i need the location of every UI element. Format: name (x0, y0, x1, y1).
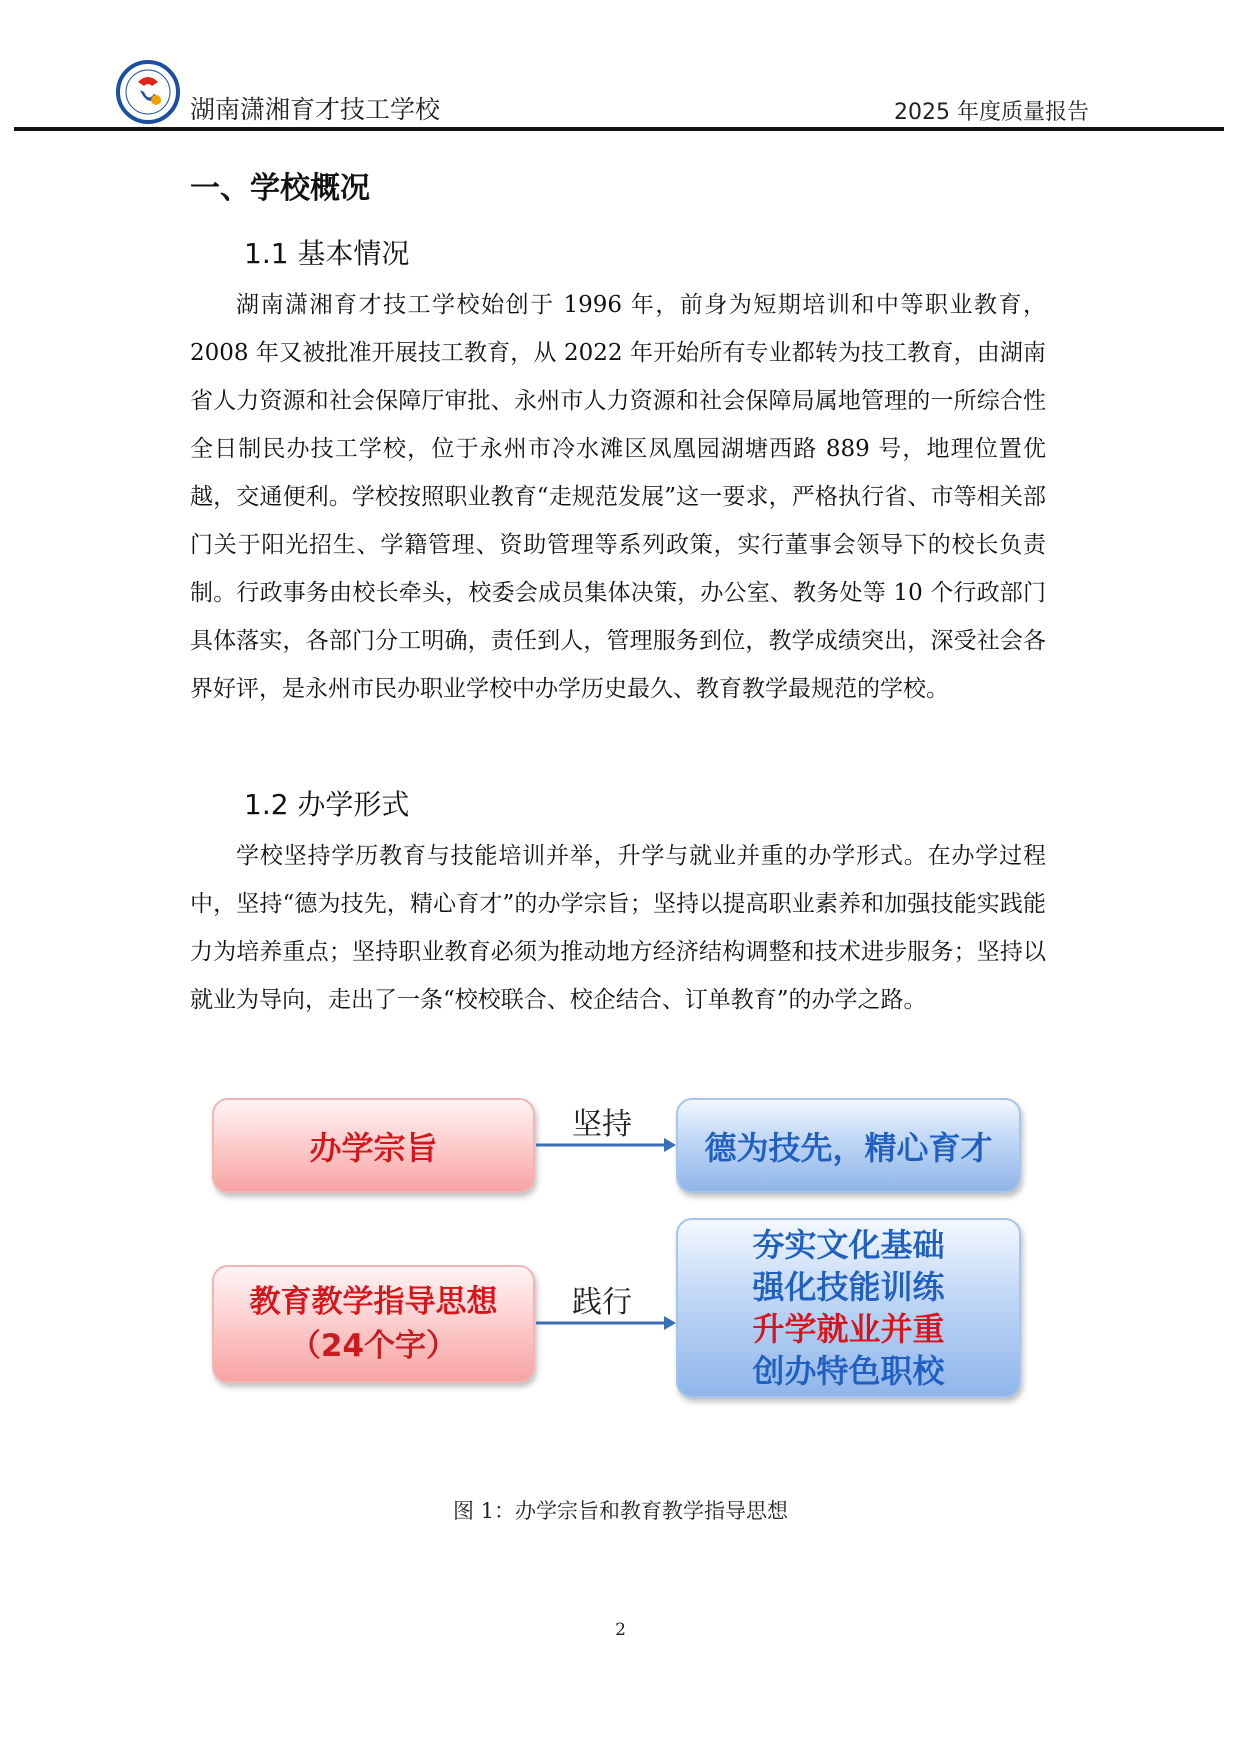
guiding-thought-label: 教育教学指导思想 (249, 1284, 498, 1320)
practice-label: 践行 (572, 1285, 632, 1320)
principle-item: 创办特色职校 (752, 1352, 945, 1390)
header-divider (14, 127, 1224, 131)
principle-item: 强化技能训练 (752, 1268, 945, 1306)
school-name: 湖南潇湘育才技工学校 (190, 95, 441, 124)
school-logo-icon (116, 60, 180, 124)
principle-item: 升学就业并重 (752, 1310, 945, 1348)
guiding-thought-count: （24个字） (289, 1328, 458, 1364)
motto-box (676, 1098, 1021, 1193)
subsection-title-basic: 1.1 基本情况 (244, 237, 410, 270)
page-header (0, 0, 1241, 135)
guiding-thought-box (212, 1265, 535, 1383)
guiding-principles-box (676, 1218, 1021, 1398)
motto-label: 德为技先，精心育才 (704, 1128, 993, 1167)
paragraph-basic-info: 湖南潇湘育才技工学校始创于 1996 年，前身为短期培训和中等职业教育，2008 年又被批准开展技工教育，从 2022 年开始所有专业都转为技工教育，由湖南省人力资源和社会保障厅审批、永州市人力资源和社会保障局属地管理的一所综合性全日制民办技工学校，位于永州市冷水滩区凤凰园湖塘西路 889 号，地理位置优越，交通便利。学校按照职业教育“走规范发展”这一要求，严格执行省、市等相关部门关于阳光招生、学籍管理、资助管理等系列政策，实行董事会领导下的校长负责制。行政事务由校长牵头，校委会成员集体决策，办公室、教务处等 10 个行政部门具体落实，各部门分工明确，责任到人，管理服务到位，教学成绩突出，深受社会各界好评，是永州市民办职业学校中办学历史最久、教育教学最规范的学校。 (190, 292, 1046, 702)
arrow-right-icon (536, 1135, 676, 1155)
subsection-title-form: 1.2 办学形式 (244, 788, 410, 821)
arrow-right-icon (536, 1313, 676, 1333)
report-title: 2025 年度质量报告 (894, 100, 1089, 125)
page-number: 2 (615, 1620, 626, 1640)
principle-item: 夯实文化基础 (752, 1226, 945, 1264)
section-title: 一、学校概况 (190, 171, 370, 206)
purpose-box (212, 1098, 535, 1193)
purpose-label: 办学宗旨 (309, 1128, 438, 1167)
adhere-label: 坚持 (572, 1107, 632, 1142)
figure-caption: 图 1：办学宗旨和教育教学指导思想 (452, 1499, 789, 1523)
paragraph-school-form: 学校坚持学历教育与技能培训并举，升学与就业并重的办学形式。在办学过程中，坚持“德为技先，精心育才”的办学宗旨；坚持以提高职业素养和加强技能实践能力为培养重点；坚持职业教育必须为推动地方经济结构调整和技术进步服务；坚持以就业为导向，走出了一条“校校联合、校企结合、订单教育”的办学之路。 (190, 843, 1046, 1013)
philosophy-diagram (200, 1085, 1030, 1425)
